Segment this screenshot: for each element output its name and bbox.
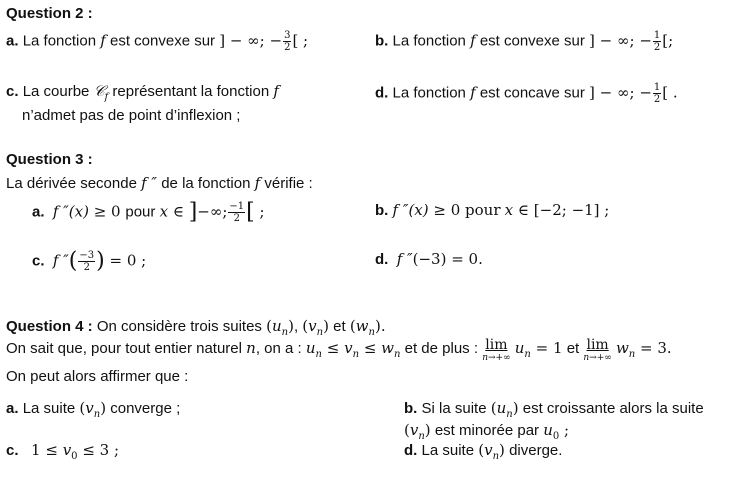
q4-option-b[interactable]: b. Si la suite $(u_n)$ est croissante alors la suite — [404, 399, 704, 420]
option-label: d. — [404, 442, 418, 459]
option-label: b. — [404, 400, 418, 417]
question-2-title: Question 2 : — [6, 5, 93, 22]
option-text: représentant la fonction — [112, 83, 270, 100]
q2-option-b[interactable]: b. La fonction f est convexe sur ] − ∞; − $\frac{1}{2}$ [; — [375, 30, 674, 53]
option-text: La courbe — [22, 83, 90, 100]
q4-option-a[interactable]: a. La suite $(v_n)$ converge ; — [6, 399, 181, 420]
q4-option-b-line2: $(v_n)$ est minorée par $u_0$ ; — [404, 421, 570, 442]
option-text: est concave sur — [479, 84, 585, 102]
q4-line2: On sait que, pour tout entier naturel n, on a : $u_n \le v_n \le w_n$ et de plus : lim n→+∞ $u_n = 1$ et lim n→+∞ $w_n = 3$. — [6, 337, 672, 363]
q4-header: Question 4 : On considère trois suites $(u_n)$, $(v_n)$ et $(w_n)$. — [6, 317, 386, 338]
q2-option-d[interactable]: d. La fonction f est concave sur ] − ∞; − $\frac{1}{2}$ [ . — [375, 82, 678, 105]
option-text: est convexe sur — [479, 32, 585, 50]
option-text: La fonction — [392, 32, 466, 50]
option-label: c. — [6, 442, 19, 459]
option-label: d. — [375, 84, 389, 102]
q3-option-c[interactable]: c. f ″( $\frac{-3}{2}$ ) = 0 ; — [32, 248, 147, 274]
option-text: est convexe sur — [109, 32, 216, 50]
option-label: b. — [375, 32, 389, 50]
option-label: a. — [6, 400, 19, 417]
option-label: a. — [32, 203, 45, 221]
q3-option-a[interactable]: a. f ″(x) ≥ 0 pour x ∈ ]−∞; $\frac{-1}{2}$ [ ; — [32, 199, 265, 225]
option-label: d. — [375, 251, 389, 268]
q4-line3: On peut alors affirmer que : — [6, 368, 189, 385]
option-text: La fonction — [22, 32, 97, 50]
option-label: b. — [375, 202, 389, 219]
q4-option-d[interactable]: d. La suite $(v_n)$ diverge. — [404, 441, 563, 462]
q3-intro: La dérivée seconde f ″ de la fonction f vérifie : — [6, 174, 313, 192]
option-label: c. — [32, 252, 45, 270]
option-label: c. — [6, 83, 19, 100]
option-label: a. — [6, 32, 19, 50]
option-text: La fonction — [392, 84, 466, 102]
q2-option-a[interactable]: a. La fonction f est convexe sur ] − ∞; − $\frac{3}{2}$ [ ; — [6, 30, 309, 53]
q2-option-c-line2: n’admet pas de point d’inflexion ; — [22, 107, 241, 124]
q4-option-c[interactable]: c. $1 \le v_0 \le 3$ ; — [6, 441, 120, 462]
question-3-title: Question 3 : — [6, 151, 93, 168]
q3-option-d[interactable]: d. f ″(−3) = 0. — [375, 250, 483, 268]
question-4-title: Question 4 : — [6, 318, 93, 335]
q2-option-c[interactable]: c. La courbe 𝒞$_f$ représentant la fonction f — [6, 82, 279, 103]
q3-option-b[interactable]: b. f ″(x) ≥ 0 pour x ∈ [−2; −1] ; — [375, 201, 610, 219]
